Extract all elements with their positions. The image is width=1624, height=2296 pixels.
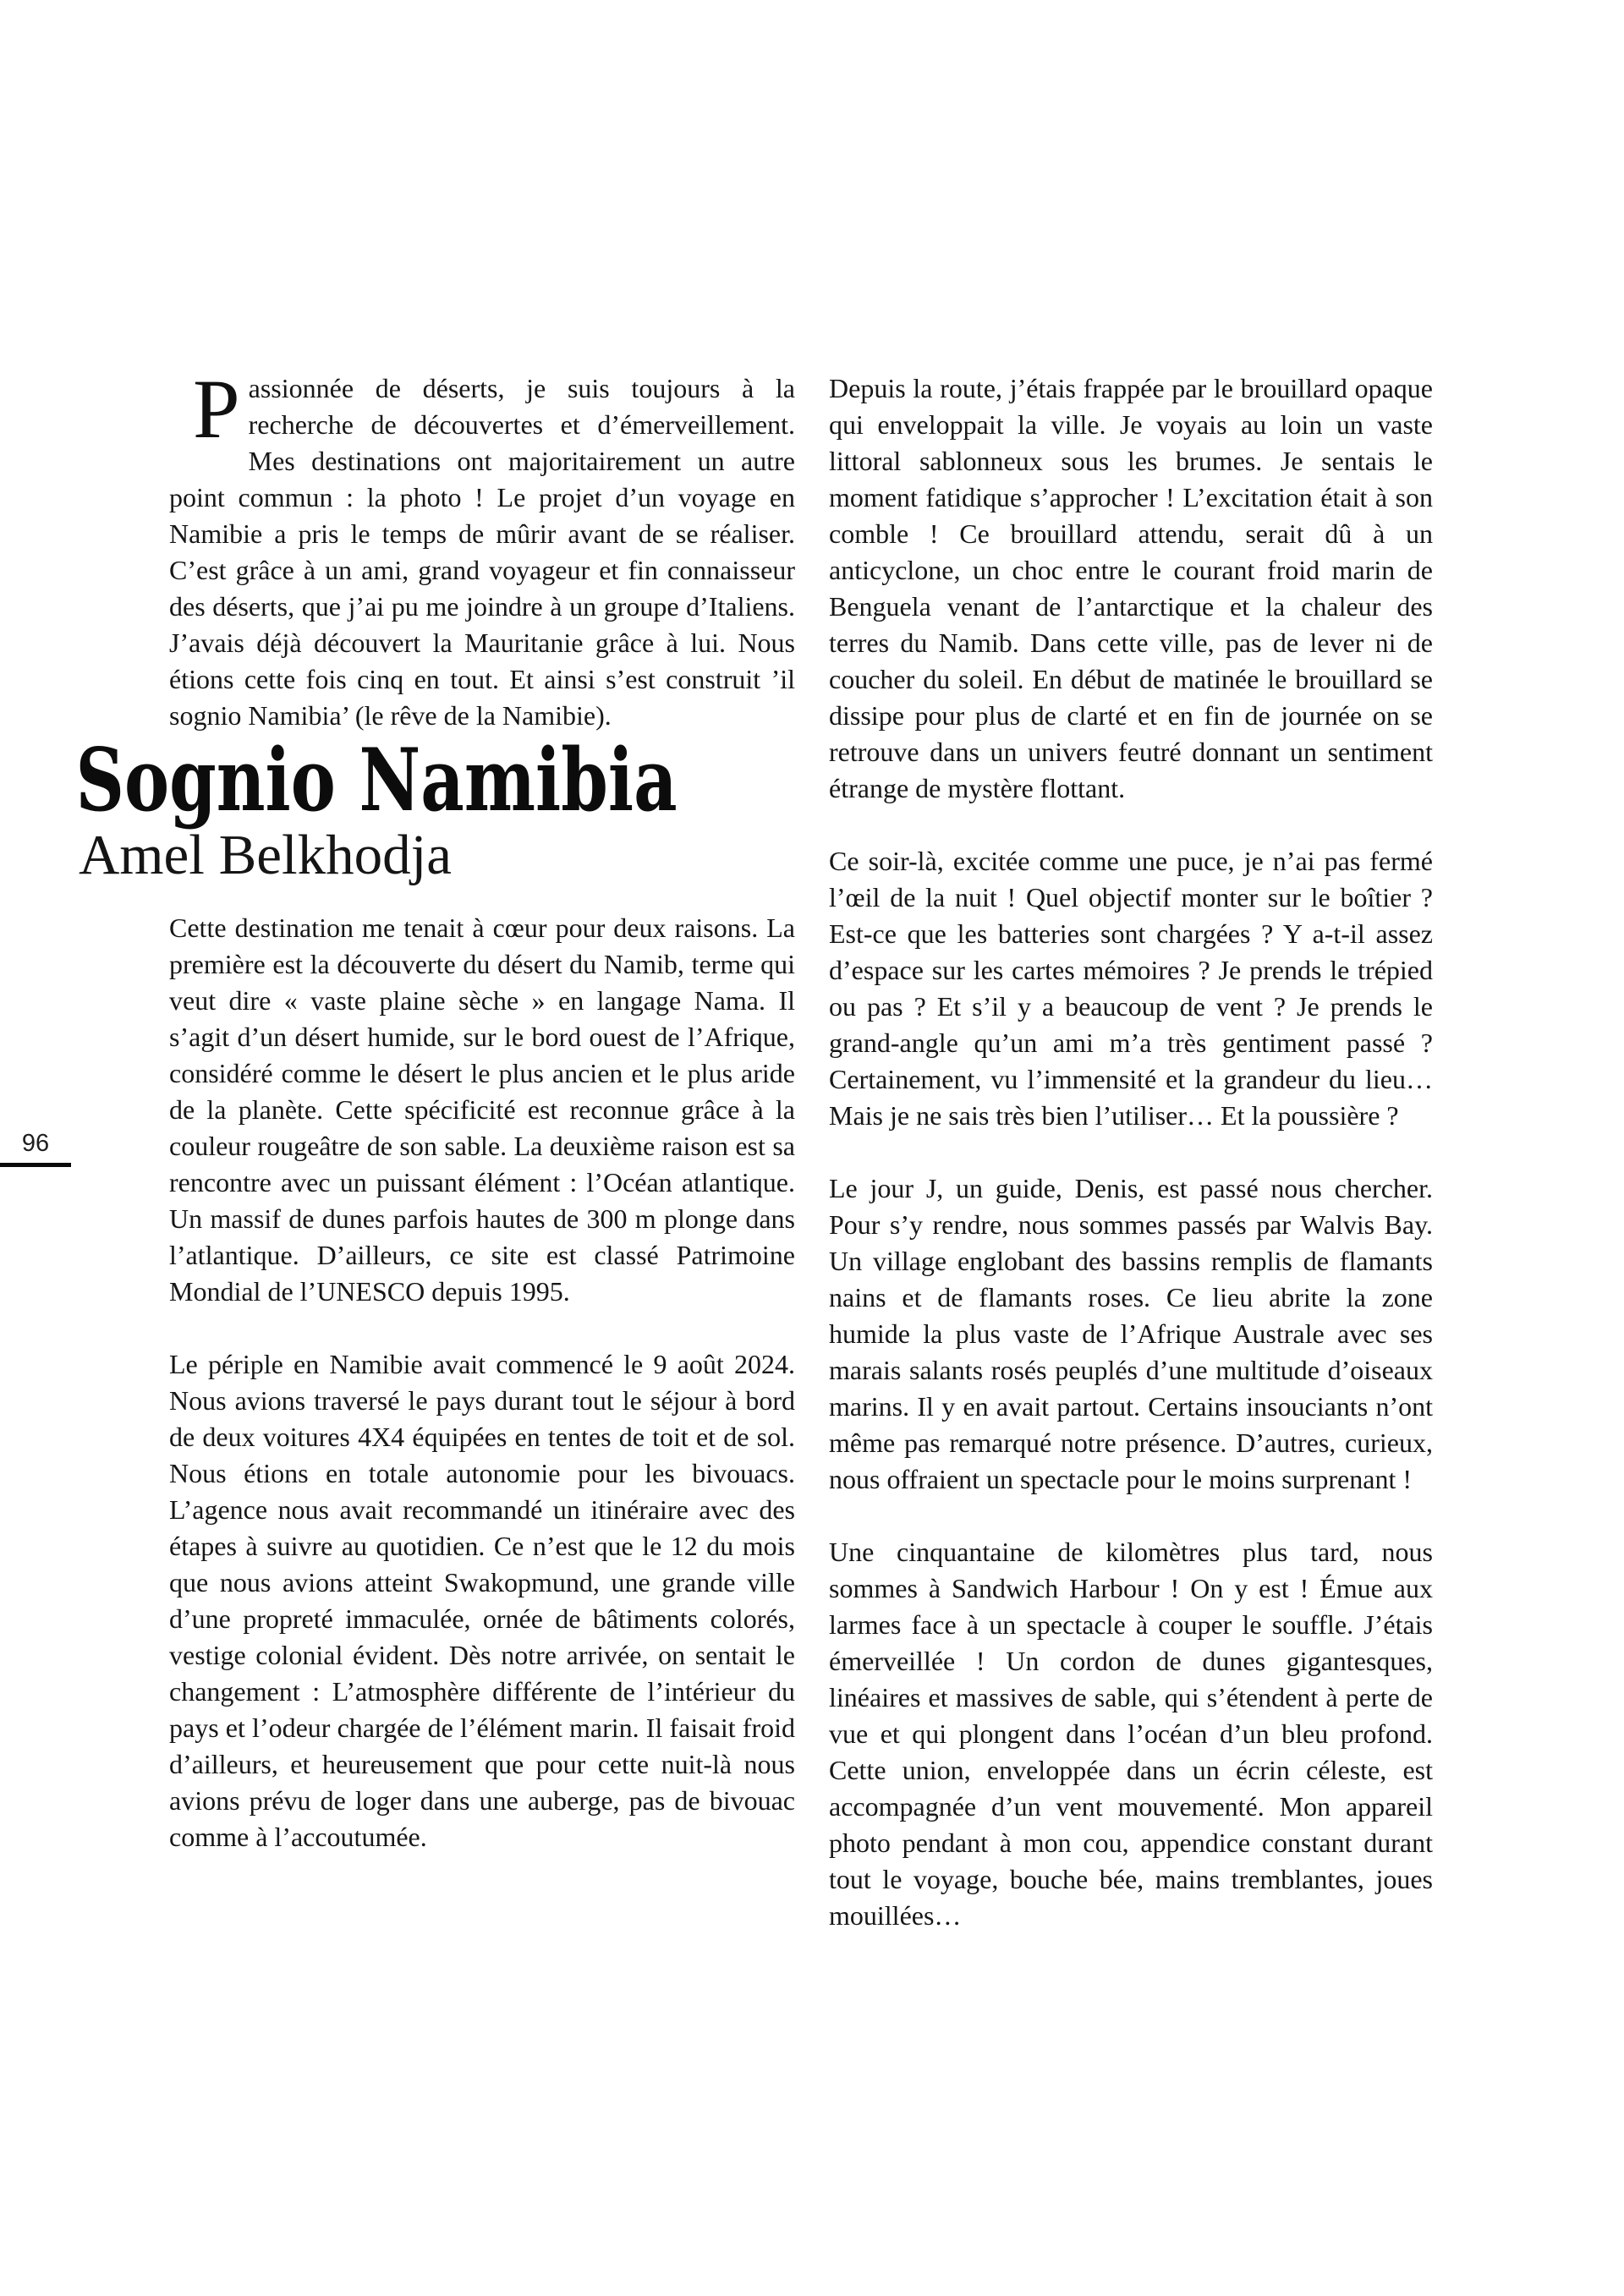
intro-paragraph xyxy=(169,362,795,734)
left-column-paragraph-2: Le périple en Namibie avait commencé le 9 août 2024. Nous avions traversé le pays durant tout le séjour à bord de deux voitures 4X4 équipées en tentes de toit et de sol. Nous étions en totale autonomie pour les bivouacs. L’agence nous avait recommandé un itinéraire avec des étapes à suivre au quotidien. Ce n’est que le 12 du mois que nous avions atteint Swakopmund, une grande ville d’une propreté immaculée, ornée de bâtiments colorés, vestige colonial évident. Dès notre arrivée, on sentait le changement : L’atmosphère différente de l’intérieur du pays et l’odeur chargée de l’élément marin. Il faisait froid d’ailleurs, et heureusement que pour cette nuit-là nous avions prévu de loger dans une auberge, pas de bivouac comme à l’accoutumée. xyxy=(169,1348,795,1852)
right-column xyxy=(829,370,1433,1934)
right-column-paragraph-3: Le jour J, un guide, Denis, est passé nous chercher. Pour s’y rendre, nous sommes passés par Walvis Bay. Un village englobant des bassins remplis de flamants nains et de flamants roses. Ce lieu abrite la zone humide la plus vaste de l’Afrique Australe avec ses marais salants rosés peuplés d’une multitude d’oiseaux marins. Il y en avait partout. Certains insouciants n’ont même pas remarqué notre présence. D’autres, curieux, nous offraient un spectacle pour le moins surprenant ! xyxy=(829,1173,1433,1494)
left-column-paragraph-1: Cette destination me tenait à cœur pour deux raisons. La première est la découverte du désert du Namib, terme qui veut dire « vaste plaine sèche » en langage Nama. Il s’agit d’un désert humide, sur le bord ouest de l’Afrique, considéré comme le désert le plus ancien et le plus aride de la planète. Cette spécificité est reconnue grâce à la couleur rougeâtre de son sable. La deuxième raison est sa rencontre avec un puissant élément : l’Océan atlantique. Un massif de dunes parfois hautes de 300 m plonge dans l’atlantique. D’ailleurs, ce site est classé Patrimoine Mondial de l’UNESCO depuis 1995. xyxy=(169,912,795,1307)
article-author: Amel Belkhodja xyxy=(79,823,452,886)
drop-cap: P xyxy=(193,362,240,456)
page-number: 96 xyxy=(21,1130,50,1157)
right-column-paragraph-4: Une cinquantaine de kilomètres plus tard, nous sommes à Sandwich Harbour ! On y est ! Émue aux larmes face à un spectacle à couper le souffle. J’étais émerveillée ! Un cordon de dunes gigantesques, linéaires et massives de sable, qui s’étendent à perte de vue et qui plongent dans l’océan d’un bleu profond. Cette union, enveloppée dans un écrin céleste, est accompagnée d’un vent mouvementé. Mon appareil photo pendant à mon cou, appendice constant durant tout le voyage, bouche bée, mains tremblantes, joues mouillées… xyxy=(829,1537,1433,1931)
article-header xyxy=(74,730,795,886)
article-title: Sognio Namibia xyxy=(75,730,678,831)
intro-paragraph-text: assionnée de déserts, je suis toujours à la recherche de découvertes et d’émerveillement. Mes destinations ont majoritairement un autre point commun : la photo ! Le projet d’un voyage en Namibie a pris le temps de mûrir avant de se réaliser. C’est grâce à un ami, grand voyageur et fin connaisseur des déserts, que j’ai pu me joindre à un groupe d’Italiens. J’avais déjà découvert la Mauritanie grâce à lui. Nous étions cette fois cinq en tout. Et ainsi s’est construit ’il sognio Namibia’ (le rêve de la Namibie). xyxy=(169,373,795,731)
left-column xyxy=(75,362,795,1855)
right-column-paragraph-2: Ce soir-là, excitée comme une puce, je n’ai pas fermé l’œil de la nuit ! Quel objectif monter sur le boîtier ? Est-ce que les batteries sont chargées ? Y a-t-il assez d’espace sur les cartes mémoires ? Je prends le trépied ou pas ? Et s’il y a beaucoup de vent ? Je prends le grand-angle qu’un ami m’a très gentiment passé ? Certainement, vu l’immensité et la grandeur du lieu… Mais je ne sais très bien l’utiliser… Et la poussière ? xyxy=(829,846,1433,1131)
page-number-block xyxy=(0,1130,71,1167)
right-column-paragraph-1: Depuis la route, j’étais frappée par le brouillard opaque qui enveloppait la ville. Je voyais au loin un vaste littoral sablonneux sous les brumes. Je sentais le moment fatidique s’approcher ! L’excitation était à son comble ! Ce brouillard attendu, serait dû à un anticyclone, un choc entre le courant froid marin de Benguela venant de l’antarctique et la chaleur des terres du Namib. Dans cette ville, pas de lever ni de coucher du soleil. En début de matinée le brouillard se dissipe pour plus de clarté et en fin de journée on se retrouve dans un univers feutré donnant un sentiment étrange de mystère flottant. xyxy=(829,373,1433,803)
